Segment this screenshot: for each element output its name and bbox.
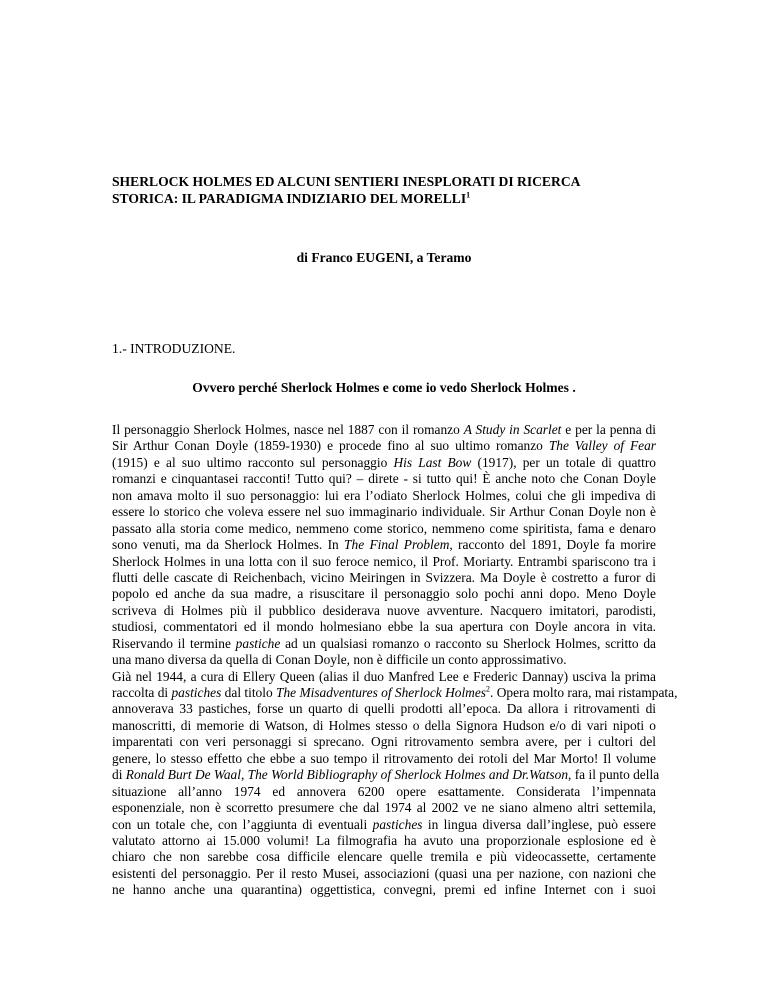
body-line: passato alla storia come medico, nemmeno come storico, nemmeno come spiritista, fama e denaro [112,520,656,536]
title-line-2: STORICA: IL PARADIGMA INDIZIARIO DEL MORELLI [112,190,467,206]
body-line: (1915) e al suo ultimo racconto sul personaggio His Last Bow (1917), per un totale di quattro [112,454,656,470]
body-line: con un totale che, con l’aggiunta di eventuali pastiches in lingua diversa dall’inglese, può essere [112,816,656,832]
book-title: The Misadventures of Sherlock Holmes [276,685,487,700]
book-title: The Valley of Fear [548,438,657,454]
body-line: situazione all’anno 1974 ed annovera 6200 opere esattamente. Considerata l’impennata [112,783,656,799]
book-title: His Last Bow [393,454,472,470]
title-line-1: SHERLOCK HOLMES ED ALCUNI SENTIERI INESPLORATI DI RICERCA [112,174,581,189]
body-line: Il personaggio Sherlock Holmes, nasce nel 1887 con il romanzo A Study in Scarlet e per la penna di [112,422,656,437]
section-subtitle: Ovvero perché Sherlock Holmes e come io vedo Sherlock Holmes . [192,380,576,395]
footnote-marker[interactable]: 2 [486,684,491,694]
body-line: valutato attorno ai 15.000 volumi! La filmografia ha avuto una proporzionale esplosione ed è [112,832,656,848]
italic-term: pastiche [235,635,281,651]
body-line: annoverava 33 pastiches, forse un quarto di quelli prodotti all’epoca. Da allora i ritrovamenti di [112,701,656,717]
body-paragraph [112,422,678,899]
body-line: Sherlock Holmes in una lotta con il suo feroce nemico, il Prof. Moriarty. Entrambi spariscono tra i [112,553,656,569]
body-line: chiaro che non sarebbe cosa difficile elencare quelle tremila e più videocassette, certamente [112,849,656,865]
book-title: A Study in Scarlet [463,422,562,437]
body-line: Riservando il termine pastiche ad un qualsiasi romanzo o racconto su Sherlock Holmes, scritto da [112,635,656,651]
body-line: non amava molto il suo personaggio: lui era l’odiato Sherlock Holmes, colui che gli impediva di [112,487,656,503]
body-line: scriveva di Holmes più il pubblico desiderava nuove avventure. Nacquero imitatori, parodisti, [112,602,656,618]
body-line: ne hanno anche una quarantina) oggettistica, convegni, premi ed infine Internet con i suoi [112,882,656,898]
document-title [112,174,672,207]
italic-term: pastiches [171,685,222,700]
body-line: romanzi e cinquantasei racconti! Tutto qui? – direte - si tutto qui! È anche noto che Conan Doyle [112,471,656,487]
body-line: esponenziale, non è scorretto presumere che dal 1974 al 2002 ve ne siano almeno altri settemila, [112,800,656,816]
body-line: imparentati con veri personaggi si sprecano. Ogni ritrovamento sembra avere, per i cultori del [112,734,656,750]
body-line: manoscritti, di memorie di Watson, di Holmes stesso o della Signora Hudson e/o di vari nipoti o [112,717,656,733]
body-line: Sir Arthur Conan Doyle (1859-1930) e procede fino al suo ultimo romanzo The Valley of Fear [112,438,657,454]
book-title: The Final Problem [344,537,450,553]
body-line: flutti delle cascate di Reichenbach, vicino Meiringen in Svizzera. Ma Doyle è costretto a furor di [112,569,656,585]
body-line: genere, lo stesso effetto che ebbe a suo tempo il ritrovamento dei rotoli del Mar Morto! Il volume [112,750,656,766]
body-line: raccolta di pastiches dal titolo The Misadventures of Sherlock Holmes$^2$. Opera molto rara, mai ristampata, [112,684,678,700]
author-line: di Franco EUGENI, a Teramo [296,250,472,265]
body-line: esistenti del personaggio. Per il resto Musei, associazioni (quasi una per nazione, con nazioni che [112,865,656,881]
body-line: sono venuti, ma da Sherlock Holmes. In The Final Problem, racconto del 1891, Doyle fa morire [112,537,656,553]
body-line: di Ronald Burt De Waal, The World Bibliography of Sherlock Holmes and Dr.Watson, fa il punto della [112,767,660,783]
body-line: popolo ed anche da sua madre, a risuscitare il personaggio solo pochi anni dopo. Meno Doyle [112,586,656,602]
body-line: Già nel 1944, a cura di Ellery Queen (alias il duo Manfred Lee e Frederic Dannay) usciva la prima [112,668,656,684]
body-line: una mano diversa da quella di Conan Doyle, non è difficile un conto approssimativo. [112,652,567,668]
body-line: essere lo storico che voleva essere nel suo immaginario individuale. Sir Arthur Conan Doyle non è [112,504,656,520]
italic-term: pastiches [372,816,423,832]
body-line: studiosi, commentatori ed il mondo holmesiano ebbe la sua apertura con Doyle ancora in vita. [112,619,656,635]
section-heading: 1.- INTRODUZIONE. [112,341,236,356]
title-footnote-marker[interactable]: 1 [466,190,471,200]
book-title: Ronald Burt De Waal, The World Bibliography of Sherlock Holmes and Dr.Watson [125,767,569,783]
